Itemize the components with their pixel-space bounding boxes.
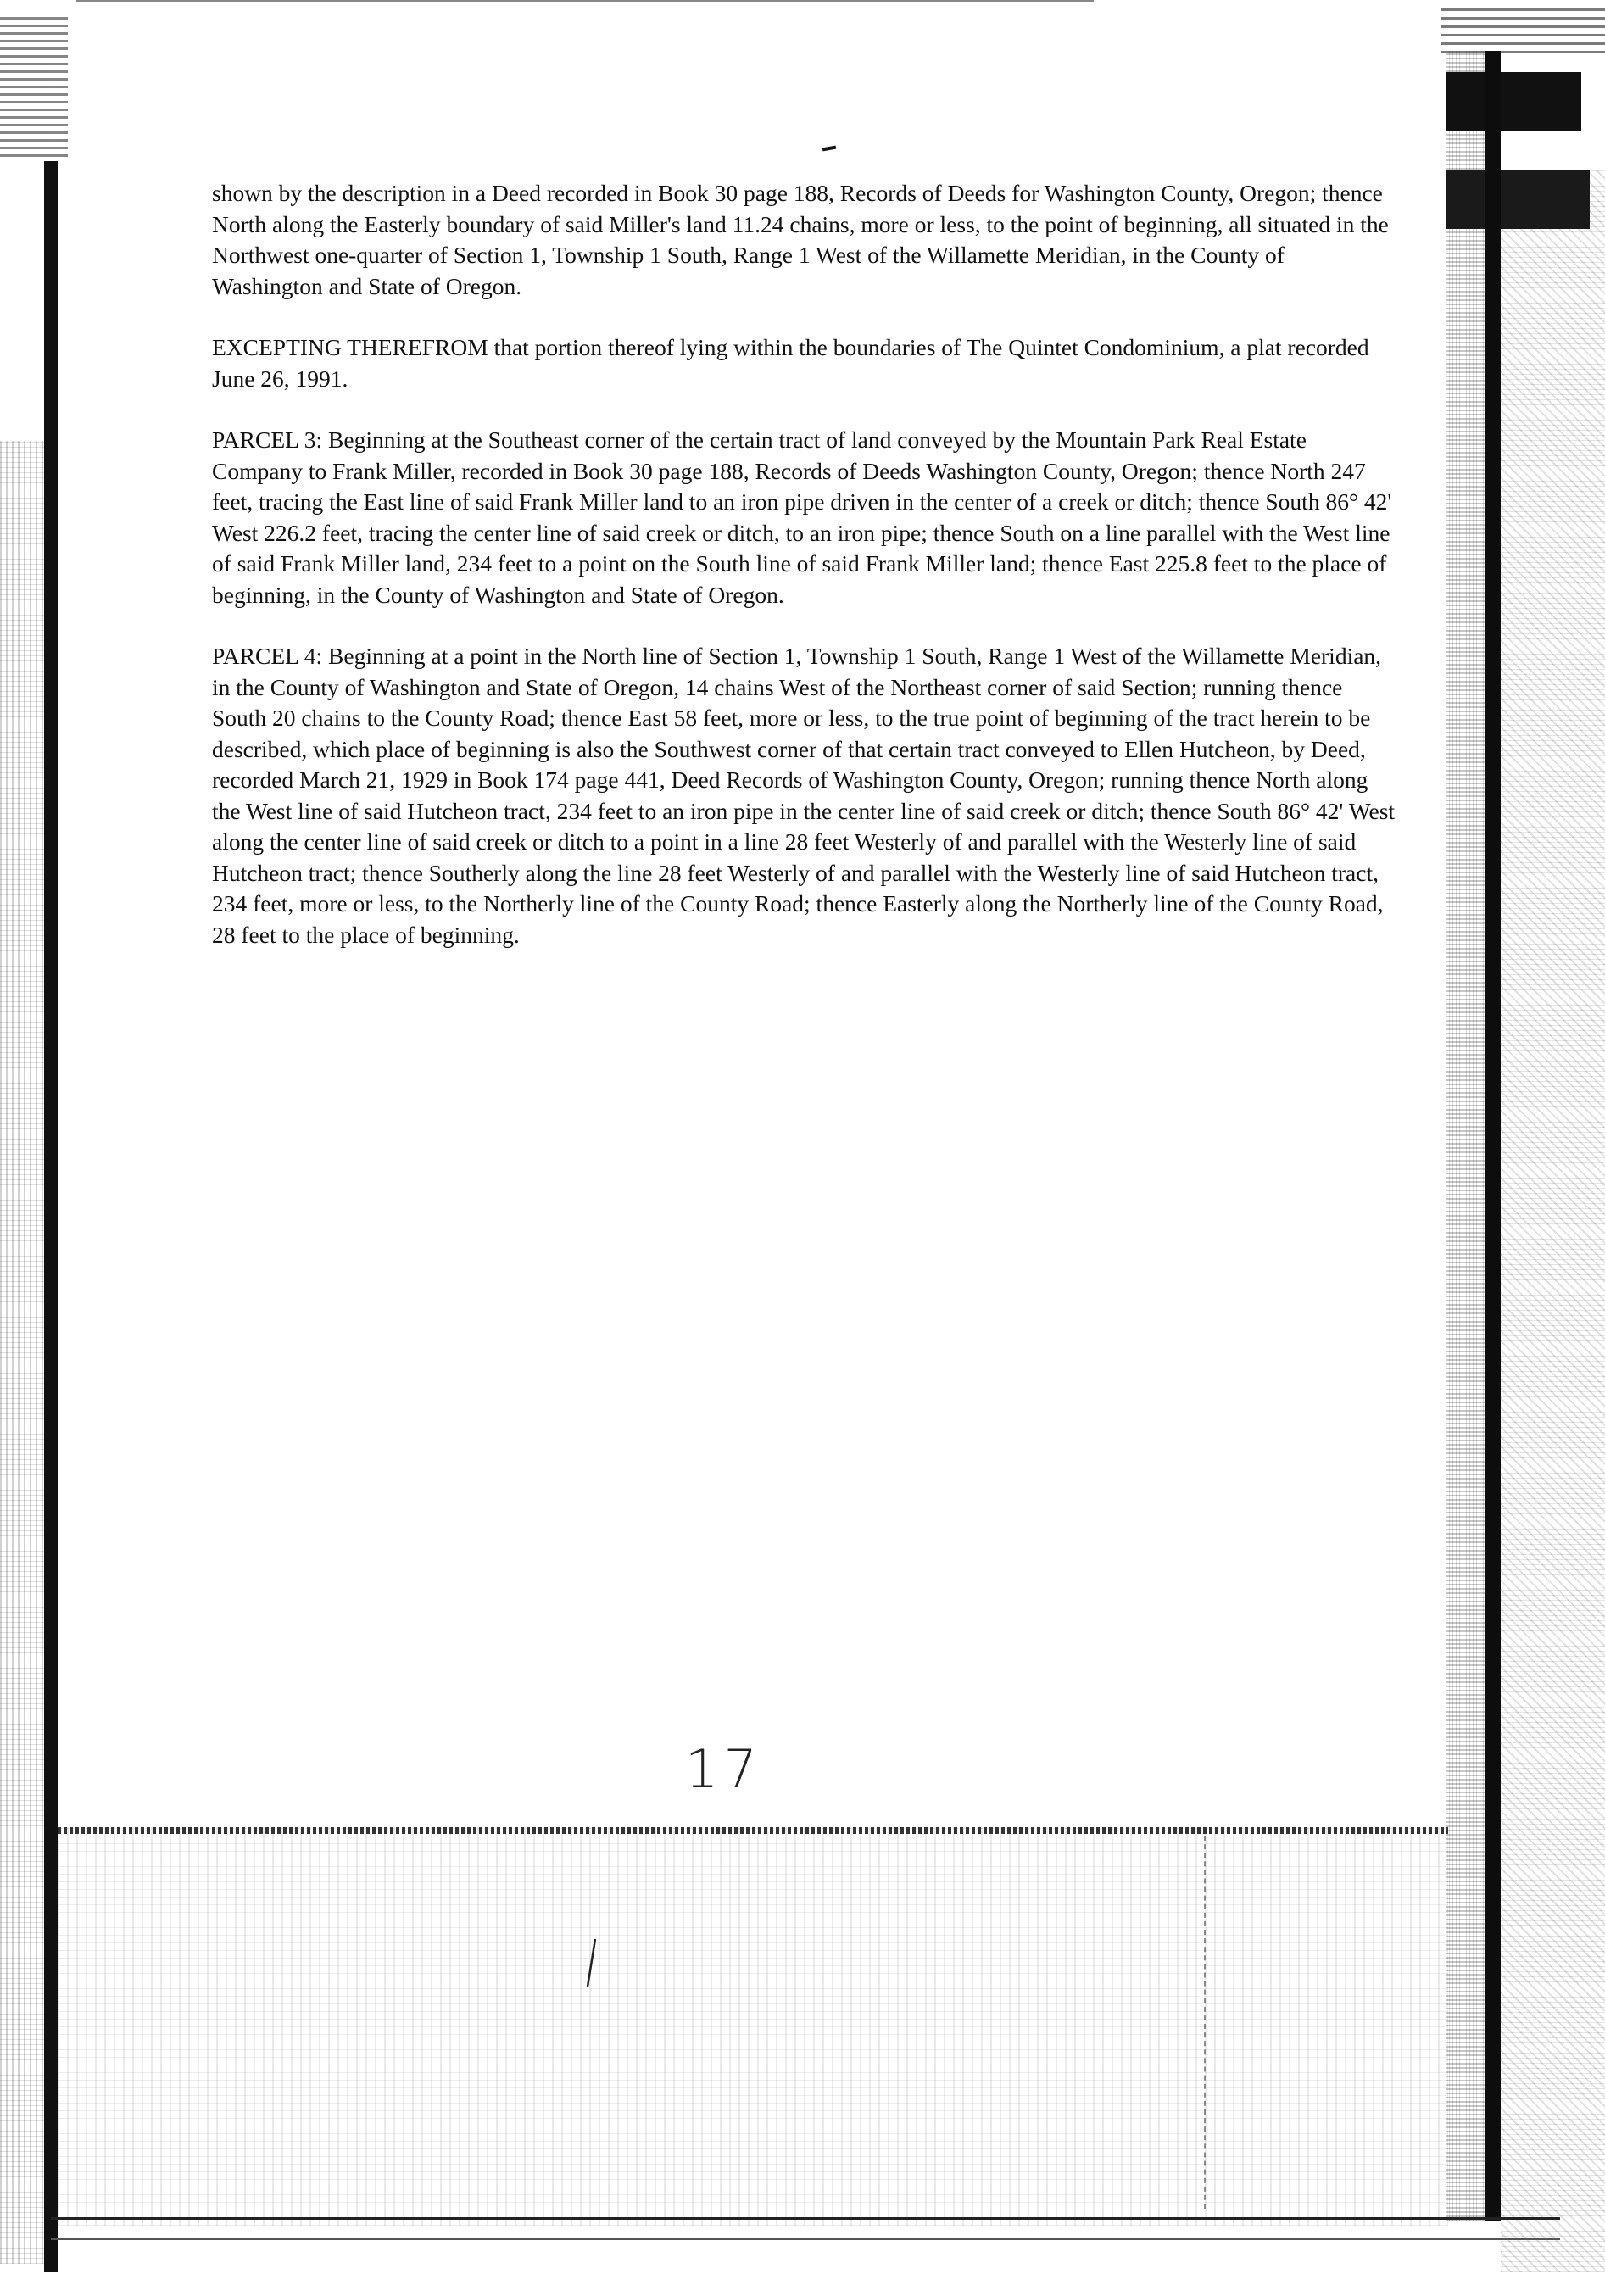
legal-description-body [212, 178, 1399, 981]
pencil-stroke-mark [585, 1937, 599, 1988]
scan-top-edge [76, 0, 1094, 2]
scan-right-block-2 [1446, 170, 1590, 229]
scan-right-noise [1446, 51, 1488, 2221]
scan-right-block [1446, 72, 1581, 131]
paragraph-continuation: shown by the description in a Deed recorded in Book 30 page 188, Records of Deeds for Washington County, Oregon; thence North along the Easterly boundary of said Miller's land 11.24 chains, more or less, to the point of beginning, all situated in the Northwest one-quarter of Section 1, Township 1 South, Range 1 West of the Willamette Meridian, in the County of Washington and State of Oregon. [212, 180, 1389, 299]
scan-bottom-rule [51, 2217, 1560, 2220]
scan-left-noise [0, 441, 44, 2264]
scan-right-outer-noise [1501, 170, 1605, 2272]
handwritten-page-number: 17 [685, 1738, 762, 1800]
scan-left-artifact [0, 17, 68, 161]
scan-right-bar [1485, 51, 1501, 2221]
scan-bottom-noise [58, 1827, 1448, 2226]
paragraph-parcel-3: PARCEL 3: Beginning at the Southeast corner of the certain tract of land conveyed by the Mountain Park Real Estate Company to Frank Miller, recorded in Book 30 page 188, Records of Deeds Washington County, Oregon; thence North 247 feet, tracing the East line of said Frank Miller land to an iron pipe driven in the center of a creek or ditch; thence South 86° 42' West 226.2 feet, tracing the center line of said creek or ditch, to an iron pipe; thence South on a line parallel with the West line of said Frank Miller land, 234 feet to a point on the South line of said Frank Miller land; thence East 225.8 feet to the place of beginning, in the County of Washington and State of Oregon. [212, 426, 1392, 608]
paragraph-parcel-4: PARCEL 4: Beginning at a point in the North line of Section 1, Township 1 South, Range 1 West of the Willamette Meridian, in the County of Washington and State of Oregon, 14 chains West of the Northeast corner of said Section; running thence South 20 chains to the County Road; thence East 58 feet, more or less, to the true point of beginning of the tract herein to be described, which place of beginning is also the Southwest corner of that certain tract conveyed to Ellen Hutcheon, by Deed, recorded March 21, 1929 in Book 174 page 441, Deed Records of Washington County, Oregon; running thence North along the West line of said Hutcheon tract, 234 feet to an iron pipe in the center line of said creek or ditch; thence South 86° 42' West along the center line of said creek or ditch to a point in a line 28 feet Westerly of and parallel with the Westerly line of said Hutcheon tract; thence Southerly along the line 28 feet Westerly of and parallel with the Westerly line of said Hutcheon tract, 234 feet, more or less, to the Northerly line of the County Road; thence Easterly along the Northerly line of the County Road, 28 feet to the place of beginning. [212, 643, 1396, 948]
scan-bottom-rule-2 [51, 2238, 1560, 2240]
stray-mark [822, 146, 836, 152]
scan-page-bottom-edge [58, 1827, 1448, 1834]
scan-left-bar [44, 161, 58, 2272]
paragraph-excepting: EXCEPTING THEREFROM that portion thereof lying within the boundaries of The Quintet Condominium, a plat recorded June 26, 1991. [212, 334, 1369, 392]
scan-fold-line [1204, 1836, 1206, 2209]
